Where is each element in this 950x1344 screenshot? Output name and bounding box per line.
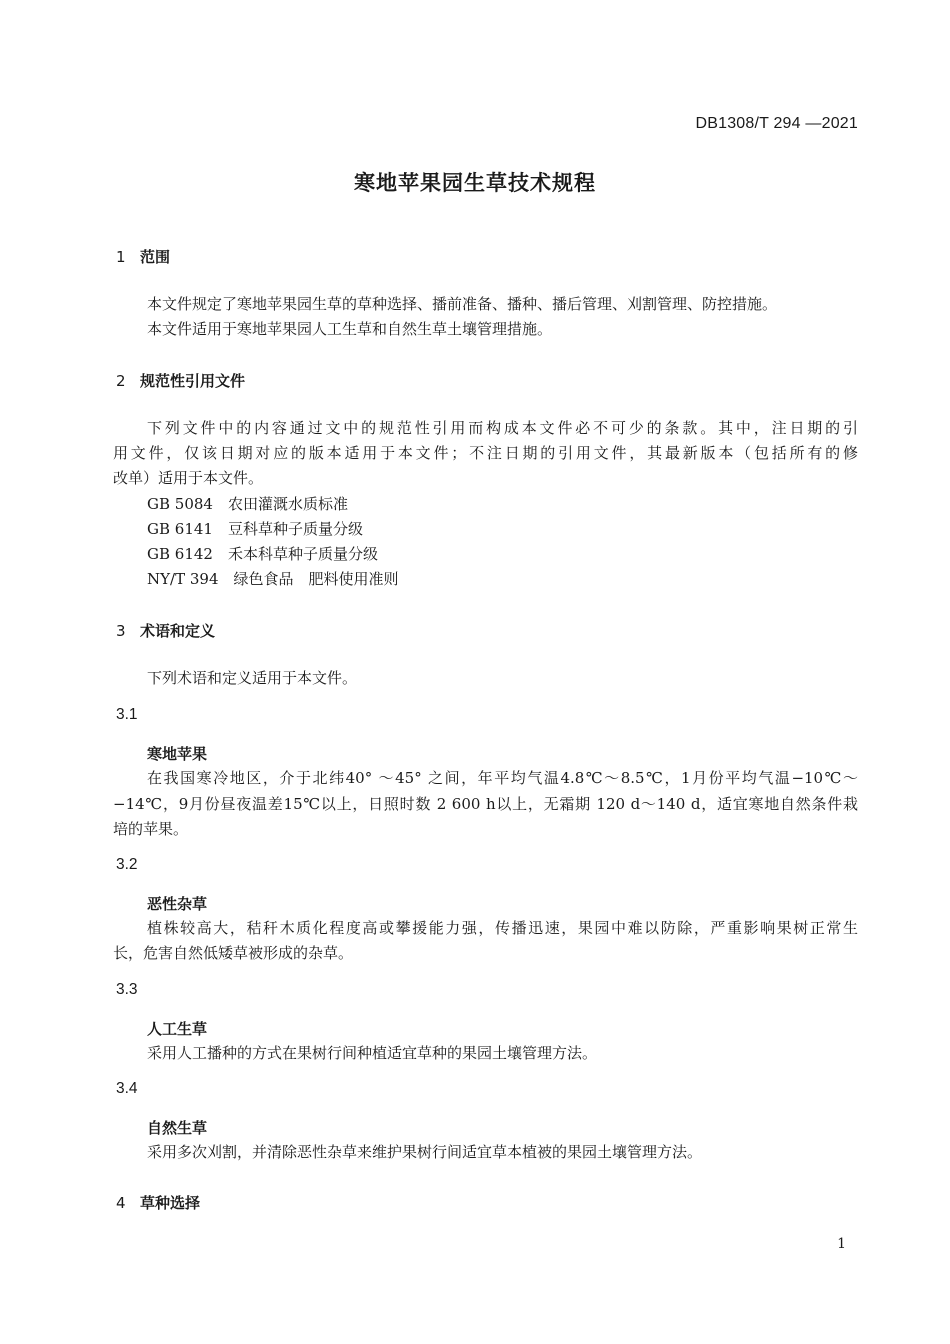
paragraph: 下列术语和定义适用于本文件。 [147,669,358,687]
definition-line: 长，危害自然低矮草被形成的杂草。 [113,944,354,962]
reference-item: GB 6142 禾本科草种子质量分级 [147,545,378,563]
definition-line: 采用多次刈割，并清除恶性杂草来维护果树行间适宜草本植被的果园土壤管理方法。 [147,1143,703,1161]
definition-line: −14℃，9月份昼夜温差15℃以上，日照时数 2 600 h以上，无霜期 120 d～140 d，适宜寒地自然条件栽 [113,795,858,813]
term-name: 人工生草 [147,1020,208,1038]
term-name: 寒地苹果 [147,745,208,763]
clause-number: 3.1 [116,706,138,723]
section-number: 1 [116,248,126,266]
section-title: 术语和定义 [140,622,216,640]
section-heading-scope [116,246,170,267]
definition-line: 植株较高大，秸秆木质化程度高或攀援能力强，传播迅速，果园中难以防除，严重影响果树正常生 [147,919,858,937]
definition-line: 采用人工播种的方式在果树行间种植适宜草种的果园土壤管理方法。 [147,1044,598,1062]
section-title: 草种选择 [140,1194,201,1212]
definition-line: 培的苹果。 [113,820,189,838]
page-number: 1 [837,1236,846,1252]
section-title: 规范性引用文件 [140,372,246,390]
term-name: 自然生草 [147,1119,208,1137]
clause-number: 3.3 [116,981,138,998]
reference-item: GB 6141 豆科草种子质量分级 [147,520,363,538]
section-number: 3 [116,622,126,640]
section-heading-grass-selection [116,1192,200,1213]
document-title: 寒地苹果园生草技术规程 [354,171,596,195]
paragraph: 本文件适用于寒地苹果园人工生草和自然生草土壤管理措施。 [147,320,553,338]
term-name: 恶性杂草 [147,895,208,913]
reference-item: NY/T 394 绿色食品 肥料使用准则 [147,570,399,588]
paragraph-line: 改单）适用于本文件。 [113,469,264,487]
definition-line: 在我国寒冷地区，介于北纬40° ～45° 之间，年平均气温4.8℃～8.5℃，1月份平均气温−10℃～ [147,769,858,787]
section-heading-terms [116,620,215,641]
section-title: 范围 [140,248,171,266]
reference-item: GB 5084 农田灌溉水质标准 [147,495,348,513]
clause-number: 3.2 [116,856,138,873]
section-heading-normative-references [116,370,245,391]
paragraph-line: 下列文件中的内容通过文中的规范性引用而构成本文件必不可少的条款。其中，注日期的引 [147,419,858,437]
document-code: DB1308/T 294 —2021 [695,115,858,132]
paragraph-line: 用文件，仅该日期对应的版本适用于本文件；不注日期的引用文件，其最新版本（包括所有的修 [113,444,858,462]
clause-number: 3.4 [116,1080,138,1097]
paragraph: 本文件规定了寒地苹果园生草的草种选择、播前准备、播种、播后管理、刈割管理、防控措施。 [147,295,778,313]
section-number: 2 [116,372,126,390]
section-number: 4 [116,1194,126,1212]
